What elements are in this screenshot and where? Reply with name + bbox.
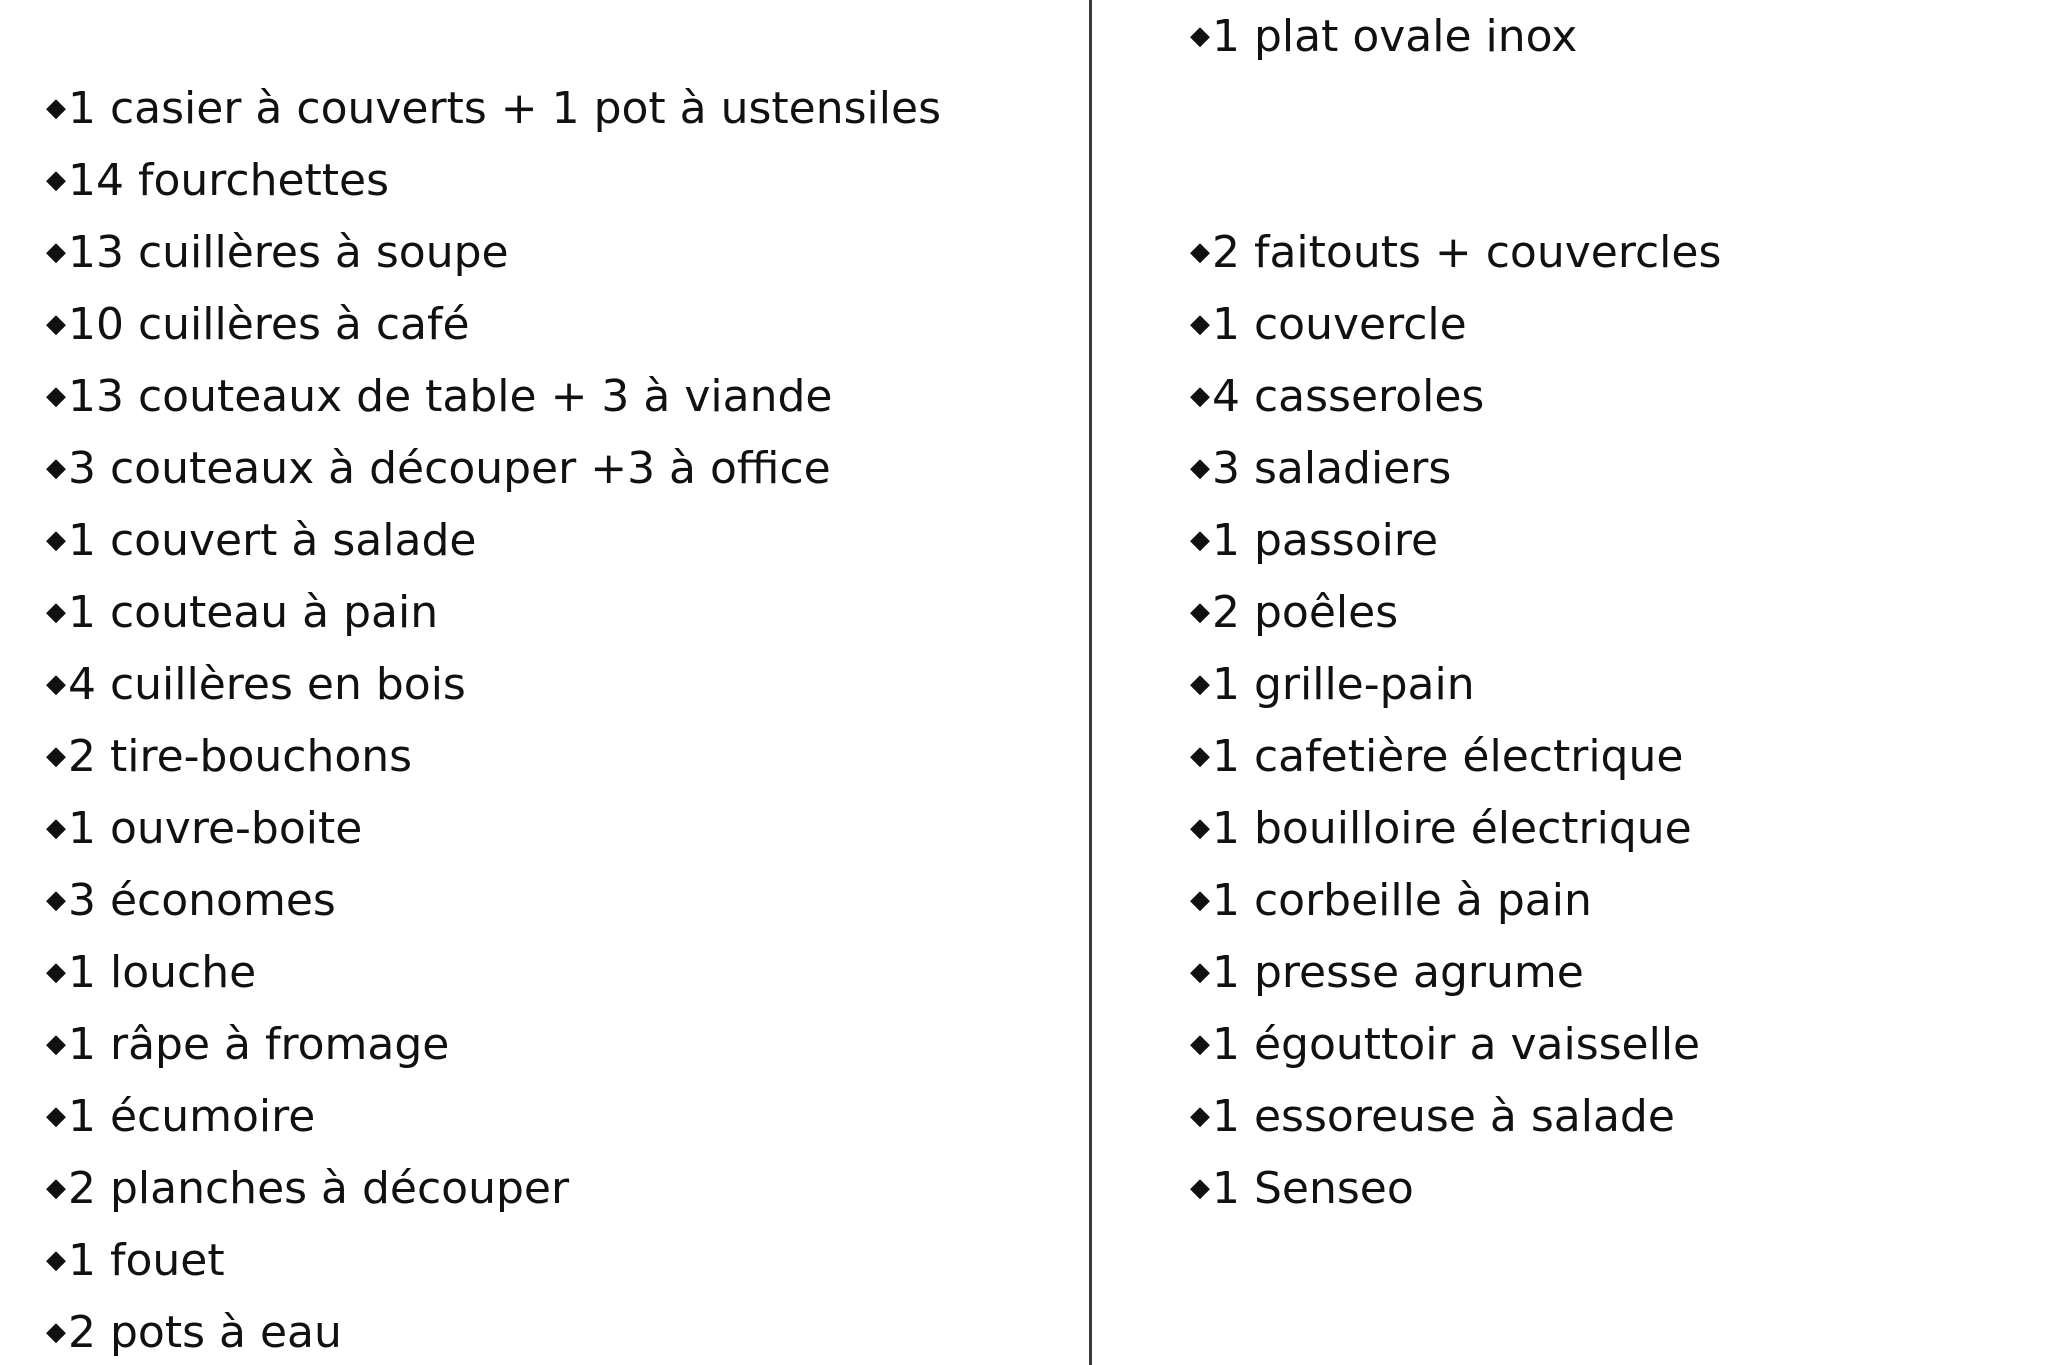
- list-item: [1190, 1088, 1675, 1144]
- diamond-bullet-icon: ◆: [46, 1101, 66, 1131]
- diamond-bullet-icon: ◆: [1190, 1101, 1210, 1131]
- list-item-text: 1 couteau à pain: [68, 587, 439, 638]
- diamond-bullet-icon: ◆: [46, 1029, 66, 1059]
- list-item-text: 14 fourchettes: [68, 155, 390, 206]
- diamond-bullet-icon: ◆: [1190, 1029, 1210, 1059]
- list-item-text: 1 fouet: [68, 1235, 225, 1286]
- diamond-bullet-icon: ◆: [46, 381, 66, 411]
- list-item: [46, 152, 389, 208]
- diamond-bullet-icon: ◆: [46, 165, 66, 195]
- list-item: [1190, 8, 1577, 64]
- list-item: [46, 800, 362, 856]
- list-item-text: 1 râpe à fromage: [68, 1019, 450, 1070]
- list-item-text: 1 ouvre-boite: [68, 803, 363, 854]
- list-item-text: 2 pots à eau: [68, 1307, 342, 1358]
- diamond-bullet-icon: ◆: [46, 525, 66, 555]
- diamond-bullet-icon: ◆: [1190, 669, 1210, 699]
- diamond-bullet-icon: ◆: [1190, 741, 1210, 771]
- list-item-text: 2 faitouts + couvercles: [1212, 227, 1722, 278]
- list-item-text: 1 corbeille à pain: [1212, 875, 1592, 926]
- list-item-text: 2 tire-bouchons: [68, 731, 413, 782]
- list-item: [46, 224, 509, 280]
- list-item: [46, 368, 832, 424]
- list-item-text: 1 bouilloire électrique: [1212, 803, 1692, 854]
- list-item-text: 1 couvert à salade: [68, 515, 477, 566]
- list-item: [1190, 944, 1584, 1000]
- diamond-bullet-icon: ◆: [1190, 237, 1210, 267]
- diamond-bullet-icon: ◆: [1190, 957, 1210, 987]
- list-item: [1190, 656, 1475, 712]
- diamond-bullet-icon: ◆: [46, 453, 66, 483]
- list-item: [46, 728, 412, 784]
- list-item-text: 3 couteaux à découper +3 à office: [68, 443, 831, 494]
- diamond-bullet-icon: ◆: [1190, 21, 1210, 51]
- list-item: [1190, 296, 1467, 352]
- list-item-text: 4 cuillères en bois: [68, 659, 466, 710]
- list-item: [1190, 584, 1398, 640]
- list-item: [1190, 1016, 1700, 1072]
- list-item: [1190, 368, 1484, 424]
- list-item-text: 1 couvercle: [1212, 299, 1467, 350]
- diamond-bullet-icon: ◆: [1190, 525, 1210, 555]
- list-item: [46, 80, 941, 136]
- diamond-bullet-icon: ◆: [1190, 885, 1210, 915]
- list-item: [46, 1232, 225, 1288]
- list-item-text: 3 économes: [68, 875, 336, 926]
- list-item-text: 1 plat ovale inox: [1212, 11, 1578, 62]
- list-item-text: 2 poêles: [1212, 587, 1399, 638]
- list-item-text: 1 Senseo: [1212, 1163, 1414, 1214]
- list-item-text: 1 passoire: [1212, 515, 1439, 566]
- diamond-bullet-icon: ◆: [1190, 1173, 1210, 1203]
- list-item-text: 1 essoreuse à salade: [1212, 1091, 1675, 1142]
- diamond-bullet-icon: ◆: [1190, 597, 1210, 627]
- list-item-text: 3 saladiers: [1212, 443, 1452, 494]
- list-item-text: 13 couteaux de table + 3 à viande: [68, 371, 833, 422]
- list-item: [46, 944, 256, 1000]
- diamond-bullet-icon: ◆: [46, 741, 66, 771]
- list-item: [46, 584, 438, 640]
- list-item-text: 1 presse agrume: [1212, 947, 1584, 998]
- diamond-bullet-icon: ◆: [46, 93, 66, 123]
- list-item: [46, 1304, 342, 1360]
- list-item: [46, 872, 336, 928]
- list-item: [1190, 224, 1721, 280]
- diamond-bullet-icon: ◆: [1190, 813, 1210, 843]
- diamond-bullet-icon: ◆: [1190, 453, 1210, 483]
- diamond-bullet-icon: ◆: [46, 885, 66, 915]
- list-item: [1190, 1160, 1414, 1216]
- diamond-bullet-icon: ◆: [46, 1245, 66, 1275]
- list-item-text: 4 casseroles: [1212, 371, 1485, 422]
- list-item-text: 1 écumoire: [68, 1091, 316, 1142]
- list-item-text: 13 cuillères à soupe: [68, 227, 509, 278]
- list-item: [1190, 512, 1438, 568]
- diamond-bullet-icon: ◆: [46, 813, 66, 843]
- list-item: [46, 440, 831, 496]
- list-item-text: 2 planches à découper: [68, 1163, 570, 1214]
- diamond-bullet-icon: ◆: [46, 1317, 66, 1347]
- diamond-bullet-icon: ◆: [46, 597, 66, 627]
- list-item: [46, 1016, 449, 1072]
- diamond-bullet-icon: ◆: [46, 237, 66, 267]
- diamond-bullet-icon: ◆: [1190, 381, 1210, 411]
- column-divider: [1089, 0, 1092, 1365]
- diamond-bullet-icon: ◆: [1190, 309, 1210, 339]
- diamond-bullet-icon: ◆: [46, 309, 66, 339]
- list-item-text: 1 grille-pain: [1212, 659, 1475, 710]
- list-item: [46, 1160, 569, 1216]
- list-item: [1190, 800, 1692, 856]
- list-item: [46, 296, 470, 352]
- list-item: [1190, 728, 1683, 784]
- list-item: [46, 512, 476, 568]
- diamond-bullet-icon: ◆: [46, 957, 66, 987]
- list-item-text: 10 cuillères à café: [68, 299, 470, 350]
- list-item: [1190, 872, 1592, 928]
- list-item: [46, 656, 466, 712]
- list-item: [46, 1088, 315, 1144]
- diamond-bullet-icon: ◆: [46, 669, 66, 699]
- list-item: [1190, 440, 1451, 496]
- list-item-text: 1 égouttoir a vaisselle: [1212, 1019, 1701, 1070]
- list-item-text: 1 cafetière électrique: [1212, 731, 1684, 782]
- diamond-bullet-icon: ◆: [46, 1173, 66, 1203]
- list-item-text: 1 casier à couverts + 1 pot à ustensiles: [68, 83, 941, 134]
- list-item-text: 1 louche: [68, 947, 257, 998]
